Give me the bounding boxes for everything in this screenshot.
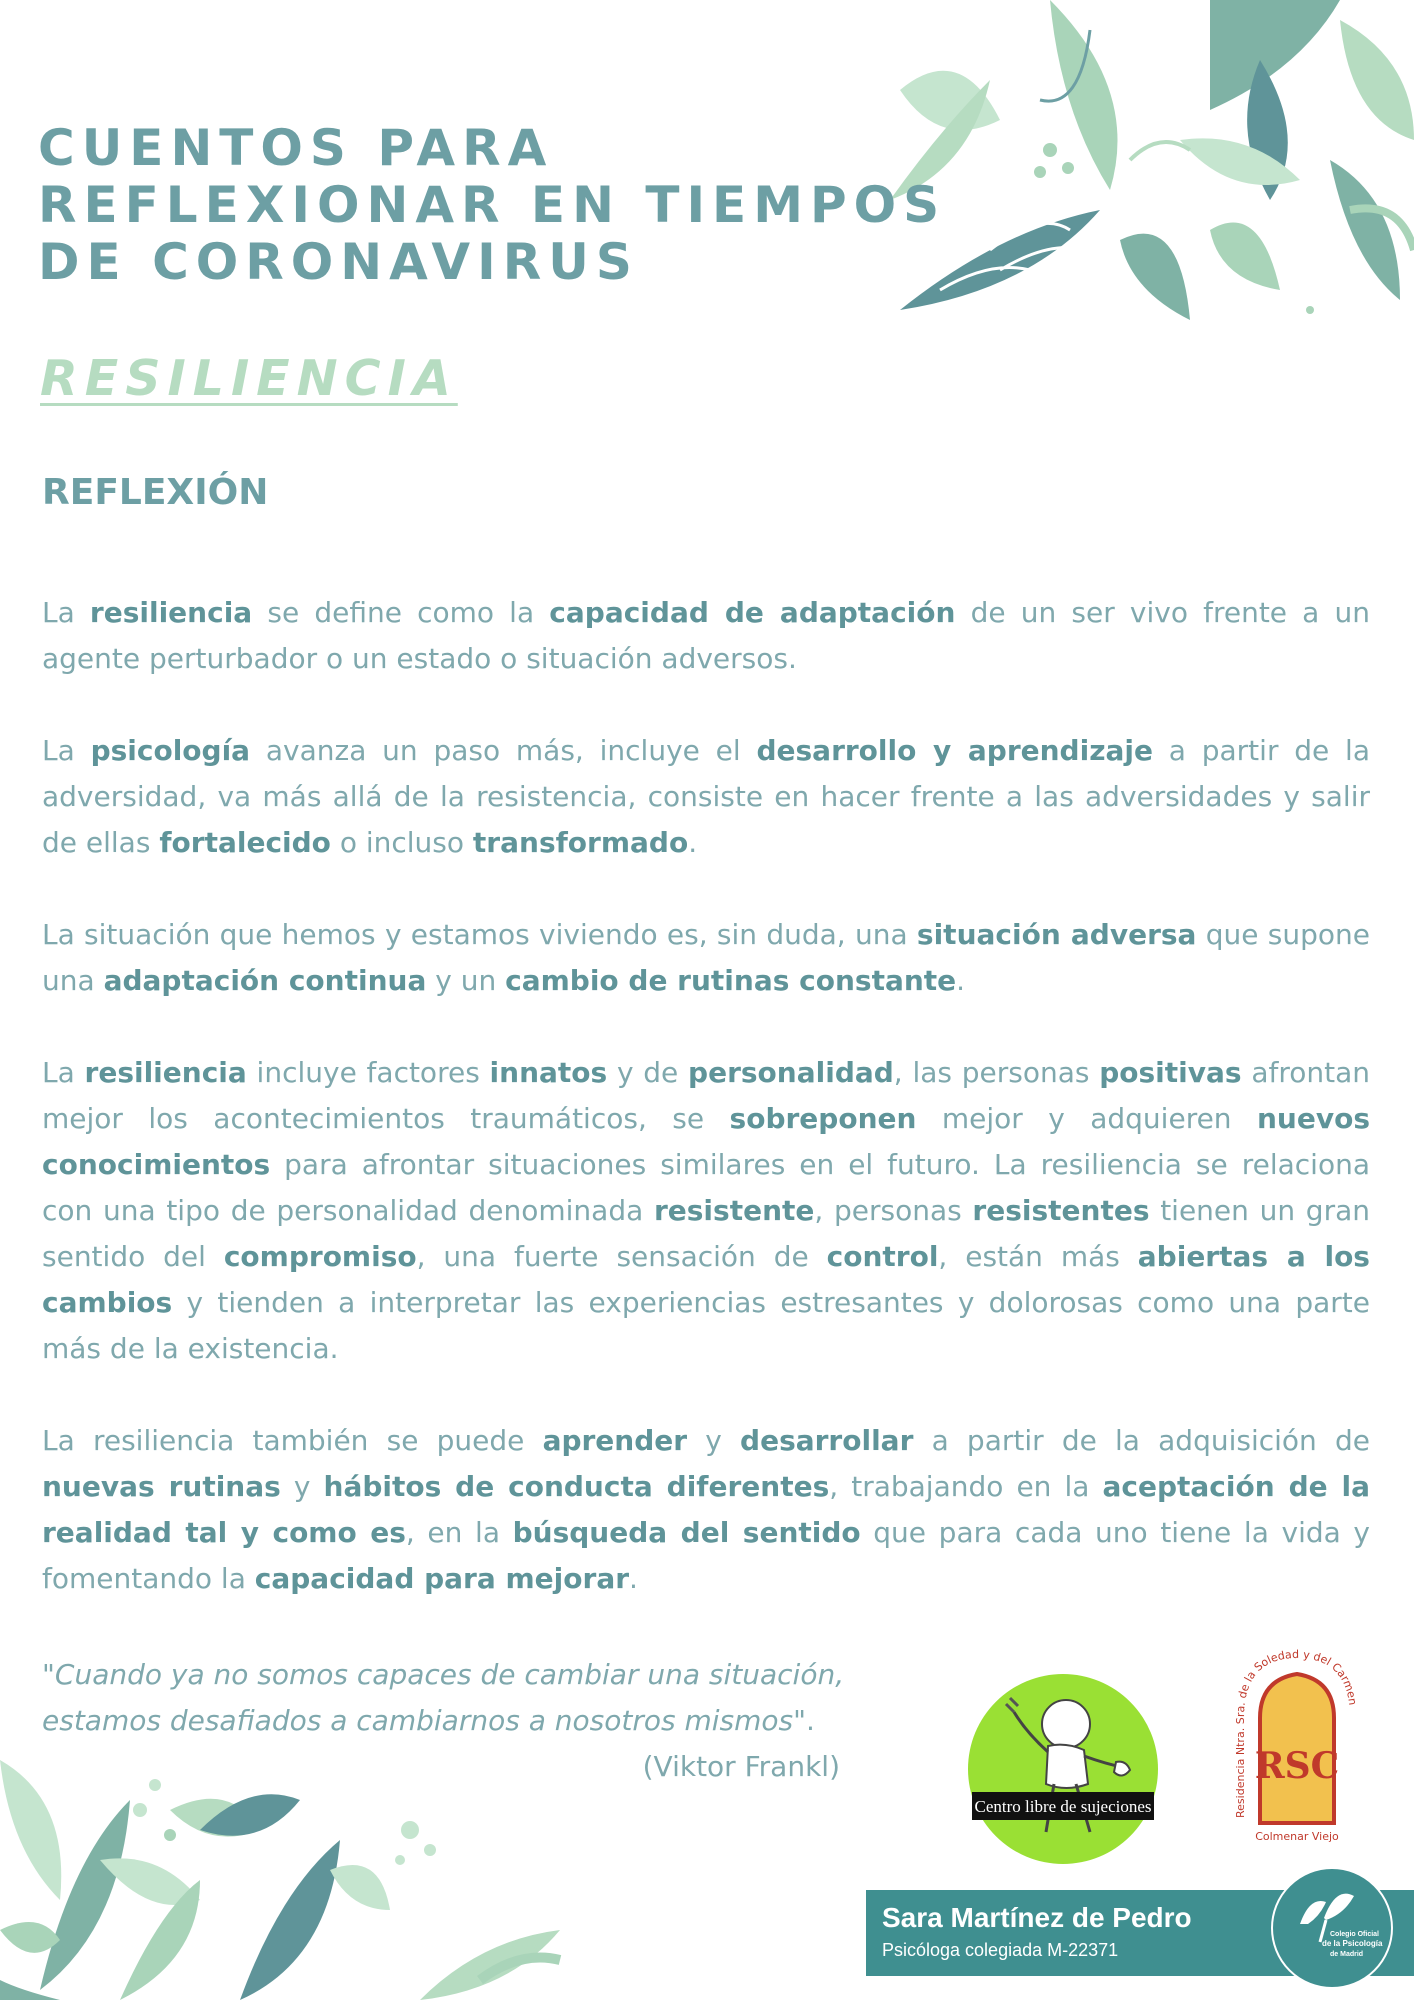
bold-term: resiliencia [89, 596, 253, 629]
text-run: y [687, 1424, 741, 1457]
subtitle: RESILIENCIA [40, 350, 458, 407]
text-run: La situación que hemos y estamos viviendo es, sin duda, una [42, 918, 917, 951]
title-line-2: REFLEXIONAR EN TIEMPOS [38, 176, 947, 234]
text-run: o incluso [330, 826, 473, 859]
bold-term: cambio de rutinas constante [505, 964, 957, 997]
leaf-decoration-top-right [880, 0, 1414, 330]
text-run: incluye factores [246, 1056, 490, 1089]
paragraph [42, 1418, 1370, 1602]
text-run: que supone una [42, 918, 1370, 997]
bold-term: compromiso [223, 1240, 417, 1273]
bold-term: transformado [472, 826, 689, 859]
page-title [38, 119, 947, 291]
text-run: avanza un paso más, incluye el [250, 734, 757, 767]
quote-close-mark: ". [793, 1704, 815, 1737]
text-run: , están más [938, 1240, 1138, 1273]
bold-term: búsqueda del sentido [512, 1516, 861, 1549]
bold-term: capacidad para mejorar [254, 1562, 630, 1595]
paragraph [42, 912, 1370, 1004]
quote-block [42, 1652, 902, 1790]
bold-term: capacidad de adaptación [549, 596, 956, 629]
bold-term: nuevas rutinas [42, 1470, 281, 1503]
colegio-text-line-3: de Madrid [1330, 1951, 1364, 1958]
bold-term: hábitos de conducta diferentes [323, 1470, 830, 1503]
centro-logo-text: Centro libre de sujeciones [974, 1797, 1152, 1816]
colegio-text-line-2: de la Psicología [1322, 1939, 1383, 1948]
bold-term: control [826, 1240, 939, 1273]
text-run: que para cada uno tiene la vida y fomentando la [42, 1516, 1370, 1595]
text-run: La [42, 1056, 85, 1089]
bold-term: abiertas a los cambios [42, 1240, 1370, 1319]
text-run: y de [607, 1056, 689, 1089]
bold-term: personalidad [688, 1056, 894, 1089]
quote-line-2 [42, 1698, 902, 1744]
bold-term: sobreponen [729, 1102, 917, 1135]
text-run: , personas [814, 1194, 973, 1227]
centro-libre-sujeciones-logo [966, 1672, 1160, 1866]
title-line-1: CUENTOS PARA [38, 119, 554, 177]
text-run: se define como la [252, 596, 550, 629]
text-run: . [956, 964, 966, 997]
text-run: , en la [405, 1516, 513, 1549]
text-run: . [688, 826, 698, 859]
quote-line-1 [42, 1652, 902, 1698]
body-text [42, 590, 1370, 1648]
text-run: La [42, 734, 91, 767]
bold-term: desarrollar [740, 1424, 914, 1457]
text-run: para afrontar situaciones similares en el futuro. La resiliencia se relaciona con una tipo de personalidad denominada [42, 1148, 1370, 1227]
bold-term: resistentes [972, 1194, 1150, 1227]
text-run: , una fuerte sensación de [416, 1240, 827, 1273]
text-run: y [280, 1470, 324, 1503]
residencia-logo [1232, 1648, 1362, 1858]
text-run: de un ser vivo frente a un agente perturbador o un estado o situación adversos. [42, 596, 1370, 675]
bold-term: fortalecido [159, 826, 331, 859]
quote-author: (Viktor Frankl) [642, 1750, 840, 1783]
quote-text-line-1: Cuando ya no somos capaces de cambiar una situación, [54, 1658, 845, 1691]
bold-term: innatos [489, 1056, 608, 1089]
text-run: a partir de la adversidad, va más allá de la resistencia, consiste en hacer frente a las adversidades y salir de ellas [42, 734, 1370, 859]
paragraph [42, 590, 1370, 682]
bold-term: desarrollo y aprendizaje [756, 734, 1153, 767]
bold-term: psicología [90, 734, 251, 767]
text-run: a partir de la adquisición de [913, 1424, 1370, 1457]
text-run: y tienden a interpretar las experiencias estresantes y dolorosas como una parte más de la existencia. [42, 1286, 1370, 1365]
bold-term: adaptación continua [103, 964, 427, 997]
quote-text-line-2: estamos desafiados a cambiarnos a nosotros mismos [42, 1704, 794, 1737]
residencia-arc-text: Residencia Ntra. Sra. de la Soledad y del Carmen [1233, 1648, 1360, 1818]
text-run: , trabajando en la [829, 1470, 1103, 1503]
bold-term: aprender [542, 1424, 688, 1457]
bold-term: situación adversa [916, 918, 1197, 951]
bold-term: nuevos conocimientos [42, 1102, 1371, 1181]
text-run: afrontan mejor los acontecimientos traumáticos, se [42, 1056, 1370, 1135]
paragraph [42, 728, 1370, 866]
text-run: . [629, 1562, 638, 1595]
title-line-3: DE CORONAVIRUS [38, 233, 639, 291]
bold-term: aceptación de la realidad tal y como es [42, 1470, 1370, 1549]
text-run: La [42, 596, 90, 629]
bold-term: resiliencia [84, 1056, 247, 1089]
text-run: y un [426, 964, 506, 997]
residencia-monogram: RSC [1254, 1745, 1340, 1787]
author-name: Sara Martínez de Pedro [882, 1902, 1192, 1933]
text-run: La resiliencia también se puede [42, 1424, 543, 1457]
text-run: tienen un gran sentido del [42, 1194, 1370, 1273]
author-role: Psicóloga colegiada M-22371 [882, 1940, 1119, 1960]
residencia-town: Colmenar Viejo [1255, 1830, 1339, 1843]
paragraph [42, 1050, 1370, 1372]
bold-term: positivas [1099, 1056, 1242, 1089]
text-run: , las personas [893, 1056, 1100, 1089]
colegio-text-line-1: Colegio Oficial [1330, 1931, 1380, 1938]
text-run: mejor y adquieren [916, 1102, 1257, 1135]
colegio-psicologia-seal [1270, 1866, 1394, 1990]
bold-term: resistente [653, 1194, 815, 1227]
quote-open-mark: " [42, 1658, 55, 1691]
section-heading: REFLEXIÓN [42, 472, 269, 513]
